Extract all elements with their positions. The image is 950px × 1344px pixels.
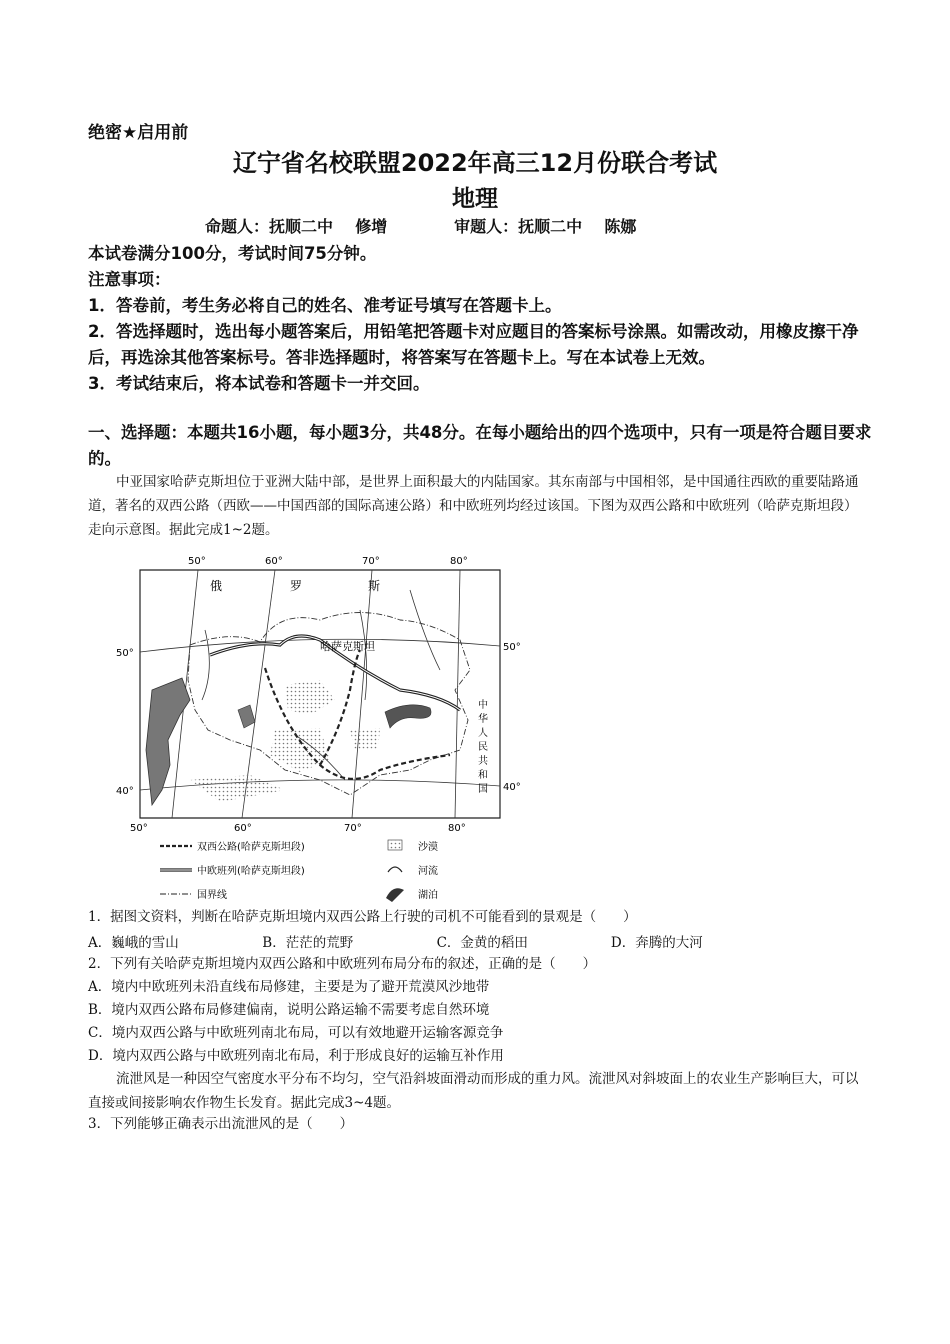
passage-1: 中亚国家哈萨克斯坦位于亚洲大陆中部，是世界上面积最大的内陆国家。其东南部与中国相邻，是中国通往西欧的重要陆路通道，著名的双西公路（西欧——中国西部的国际高速公路）和中欧班列均经过该国。下图为双西公路和中欧班列（哈萨克斯坦段）走向示意图。据此完成1~2题。 xyxy=(88,474,859,538)
q1-stem: 1．据图文资料，判断在哈萨克斯坦境内双西公路上行驶的司机不可能看到的景观是（ ） xyxy=(88,909,637,925)
lon-bottom-70: 70° xyxy=(344,823,362,834)
exam-authors: 命题人：抚顺二中 修增 审题人：抚顺二中 陈娜 xyxy=(205,217,637,236)
q2-option-c: C．境内双西公路与中欧班列南北布局，可以有效地避开运输客源竞争 xyxy=(88,1025,504,1041)
q1-option-b: B．茫茫的荒野 xyxy=(262,935,354,951)
notes-heading: 注意事项： xyxy=(88,270,171,289)
lon-top-80: 80° xyxy=(450,556,468,567)
q2-option-a: A．境内中欧班列未沿直线布局修建，主要是为了避开荒漠风沙地带 xyxy=(88,979,490,995)
legend-railway-label: 中欧班列(哈萨克斯坦段) xyxy=(197,866,305,877)
desert-3 xyxy=(190,775,285,802)
label-kazakhstan: 哈萨克斯坦 xyxy=(320,640,375,653)
confidential-label: 绝密★启用前 xyxy=(88,123,189,143)
note-item: 2．答选择题时，选出每小题答案后，用铅笔把答题卡对应题目的答案标号涂黑。如需改动，用橡皮擦干净后，再选涂其他答案标号。答非选择题时，将答案写在答题卡上。写在本试卷上无效。 xyxy=(88,322,859,367)
lon-bottom-80: 80° xyxy=(448,823,466,834)
label-china-3: 人 xyxy=(478,728,488,739)
lon-bottom-60: 60° xyxy=(234,823,252,834)
q2-stem: 2．下列有关哈萨克斯坦境内双西公路和中欧班列布局分布的叙述，正确的是（ ） xyxy=(88,956,597,972)
q3-stem: 3．下列能够正确表示出流泄风的是（ ） xyxy=(88,1116,354,1132)
lat-right-50: 50° xyxy=(503,642,521,653)
label-china-6: 和 xyxy=(478,770,488,781)
label-china-2: 华 xyxy=(478,714,488,725)
lon-top-50: 50° xyxy=(188,556,206,567)
lon-top-60: 60° xyxy=(265,556,283,567)
legend-border-label: 国界线 xyxy=(197,890,227,901)
section-title: 一、选择题：本题共16小题，每小题3分，共48分。在每小题给出的四个选项中，只有一项是符合题目要求的。 xyxy=(88,423,872,468)
lon-bottom-50: 50° xyxy=(130,823,148,834)
legend-lake-label: 湖泊 xyxy=(418,890,438,901)
meridian-70 xyxy=(352,570,372,818)
q1-option-d: D．奔腾的大河 xyxy=(610,935,703,951)
exam-notes xyxy=(88,241,878,397)
score-time: 本试卷满分100分，考试时间75分钟。 xyxy=(88,244,377,263)
legend-river-label: 河流 xyxy=(418,866,438,877)
label-russia-1: 俄 xyxy=(210,579,223,593)
note-item: 3．考试结束后，将本试卷和答题卡一并交回。 xyxy=(88,374,430,393)
exam-title: 辽宁省名校联盟2022年高三12月份联合考试 xyxy=(232,149,718,177)
note-item: 1．答卷前，考生务必将自己的姓名、准考证号填写在答题卡上。 xyxy=(88,296,562,315)
meridian-80 xyxy=(455,570,460,818)
label-china-5: 共 xyxy=(478,756,488,767)
label-china-7: 国 xyxy=(478,784,488,795)
lat-left-50: 50° xyxy=(116,648,134,659)
label-china-1: 中 xyxy=(478,700,488,711)
lat-left-40: 40° xyxy=(116,786,134,797)
label-russia-3: 斯 xyxy=(368,579,381,593)
legend-lake-symbol xyxy=(386,888,404,902)
q2-option-b: B．境内双西公路布局修建偏南，说明公路运输不需要考虑自然环境 xyxy=(88,1002,490,1018)
desert-1 xyxy=(285,680,335,715)
q1-option-a: A．巍峨的雪山 xyxy=(88,935,179,951)
route-map xyxy=(110,550,530,910)
legend-desert-label: 沙漠 xyxy=(418,842,438,853)
legend-highway-label: 双西公路(哈萨克斯坦段) xyxy=(197,842,305,853)
river-ishim xyxy=(360,610,367,700)
label-russia-2: 罗 xyxy=(290,579,303,593)
lat-right-40: 40° xyxy=(503,782,521,793)
desert-4 xyxy=(350,728,380,750)
lon-top-70: 70° xyxy=(362,556,380,567)
q1-option-c: C．金黄的稻田 xyxy=(436,935,528,951)
exam-subject: 地理 xyxy=(452,186,498,212)
aral-sea xyxy=(238,705,255,728)
label-china-4: 民 xyxy=(478,742,488,753)
legend-desert-symbol xyxy=(388,840,402,850)
balkhash-lake xyxy=(385,705,431,728)
legend-river-symbol xyxy=(388,867,402,872)
passage-2: 流泄风是一种因空气密度水平分布不均匀，空气沿斜坡面滑动而形成的重力风。流泄风对斜坡面上的农业生产影响巨大，可以直接或间接影响农作物生长发育。据此完成3~4题。 xyxy=(88,1071,859,1111)
river-irtysh xyxy=(410,590,440,670)
q1-options xyxy=(88,931,788,951)
q2-option-d: D．境内双西公路与中欧班列南北布局，利于形成良好的运输互补作用 xyxy=(88,1048,504,1064)
